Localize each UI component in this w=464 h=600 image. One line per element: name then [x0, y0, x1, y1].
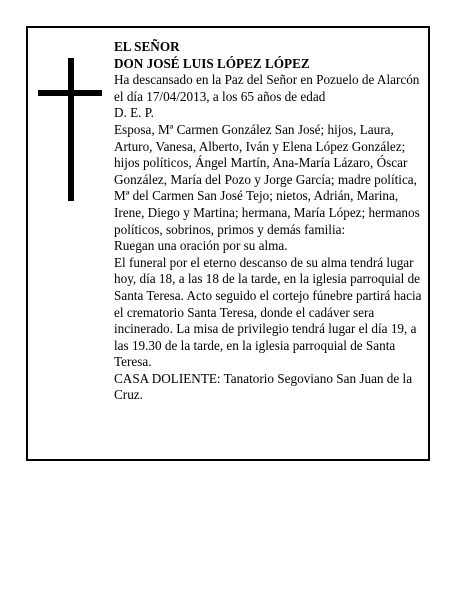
announcement-text: Ha descansado en la Paz del Señor en Pozuelo de Alarcón el día 17/04/2013, a los 65 años de edad	[114, 72, 420, 104]
dep-text: D. E. P.	[114, 105, 154, 121]
funeral-text: El funeral por el eterno descanso de su alma tendrá lugar hoy, día 18, a las 18 de la tarde, en la iglesia parroquial de Santa Teresa. Acto seguido el cortejo fúnebre partirá hacia el crematorio Santa Teresa, donde el cadáver sera incinerado. La misa de privilegio tendrá lugar el día 19, a las 19.30 de la tarde, en la iglesia parroquial de Santa Teresa.	[114, 254, 422, 370]
obituary-notice	[26, 26, 430, 461]
notice-body	[114, 39, 424, 404]
family-text: Esposa, Mª Carmen González San José; hijos, Laura, Arturo, Vanesa, Alberto, Iván y Elena López González; hijos políticos, Ángel Martín, Ana-María Lázaro, Óscar González, María del Pozo y Jorge García; madre política, Mª del Carmen San José Tejo; nietos, Adrián, Marina, Irene, Diego y Martina; hermana, María López; hermanos políticos, sobrinos, primos y demás familia:	[114, 121, 420, 237]
cross-horizontal-bar	[38, 90, 102, 96]
casa-doliente-text: CASA DOLIENTE: Tanatorio Segoviano San Juan de la Cruz.	[114, 370, 413, 403]
cross-vertical-bar	[68, 58, 74, 201]
deceased-name: DON JOSÉ LUIS LÓPEZ LÓPEZ	[114, 55, 310, 71]
title-line-1: EL SEÑOR	[114, 39, 180, 54]
prayer-text: Ruegan una oración por su alma.	[114, 238, 288, 254]
